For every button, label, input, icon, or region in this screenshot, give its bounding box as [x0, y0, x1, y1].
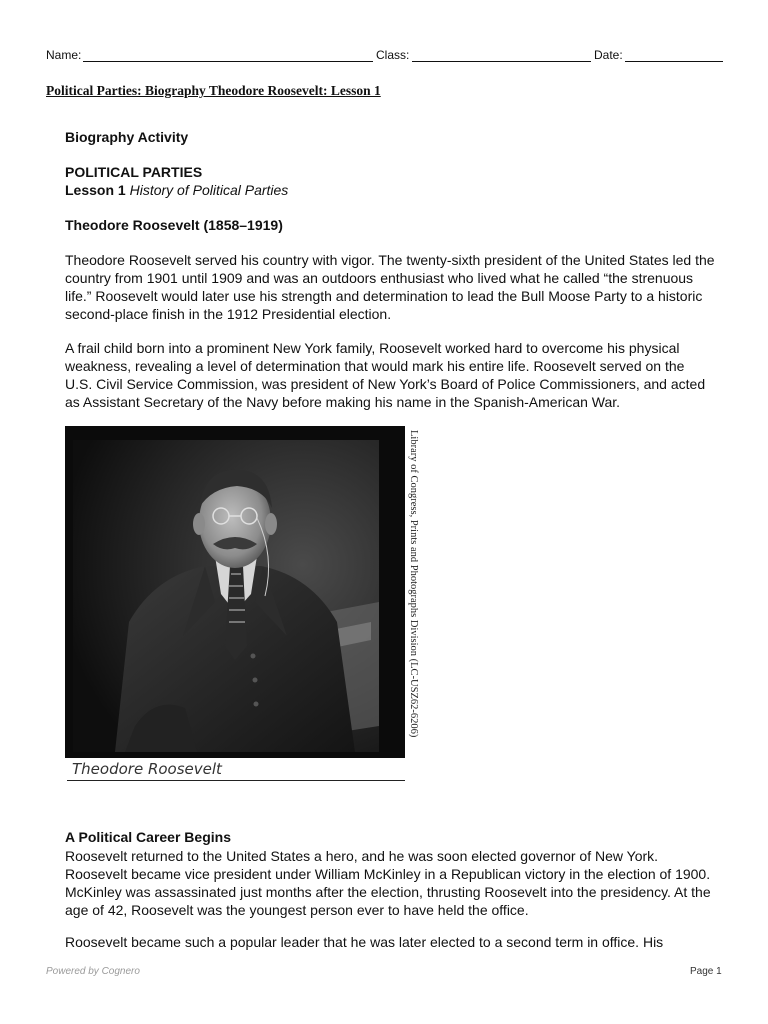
- date-label: Date:: [594, 48, 623, 62]
- intro-paragraph: Theodore Roosevelt served his country with vigor. The twenty-sixth president of the United States led the country from 1901 until 1909 and was an outdoors enthusiast who lived what he called “the strenuous life.” Roosevelt would later use his strength and determination to lead the Bull Moose Party to a historic second-place finish in the 1912 Presidential election.: [65, 252, 715, 322]
- lesson-title: History of Political Parties: [129, 182, 289, 198]
- portrait-illustration: [65, 426, 405, 758]
- page-number: Page 1: [690, 966, 722, 977]
- powered-by: Powered by Cognero: [46, 966, 140, 977]
- caption-rule: [67, 780, 405, 781]
- career-heading: A Political Career Begins: [65, 829, 231, 845]
- career-paragraph: Roosevelt returned to the United States a hero, and he was soon elected governor of New York. Roosevelt became vice president under William McKinley in a Republican victory in the election of 1900. McKinley was assassinated just months after the election, thrusting Roosevelt into the presidency. At the age of 42, Roosevelt was the youngest person ever to have held the office.: [65, 848, 711, 918]
- section-heading: POLITICAL PARTIES: [65, 164, 203, 180]
- photo-credit: Library of Congress, Prints and Photographs Division (LC-USZ62-6206): [408, 430, 419, 738]
- person-heading: Theodore Roosevelt (1858–1919): [65, 217, 283, 233]
- early-life-paragraph: A frail child born into a prominent New York family, Roosevelt worked hard to overcome his physical weakness, revealing a level of determination that would mark his entire life. Roosevelt served on the U.S. Civil Service Commission, was president of New York’s Board of Police Commissioners, and acted as Assistant Secretary of the Navy before making his name in the Spanish-American War.: [65, 340, 706, 410]
- popularity-paragraph: Roosevelt became such a popular leader that he was later elected to a second term in office. His: [65, 934, 664, 950]
- date-field[interactable]: [625, 61, 723, 62]
- class-field[interactable]: [412, 61, 591, 62]
- document-title: Political Parties: Biography Theodore Roosevelt: Lesson 1: [46, 83, 381, 98]
- activity-heading: Biography Activity: [65, 129, 189, 145]
- lesson-number: Lesson 1: [65, 182, 126, 198]
- photo-caption: Theodore Roosevelt: [72, 760, 222, 778]
- class-label: Class:: [376, 48, 410, 62]
- name-field[interactable]: [83, 61, 373, 62]
- photo-credit-wrap: [410, 430, 424, 770]
- lesson-line: [65, 182, 288, 199]
- name-label: Name:: [46, 48, 82, 62]
- roosevelt-photo: [65, 426, 405, 758]
